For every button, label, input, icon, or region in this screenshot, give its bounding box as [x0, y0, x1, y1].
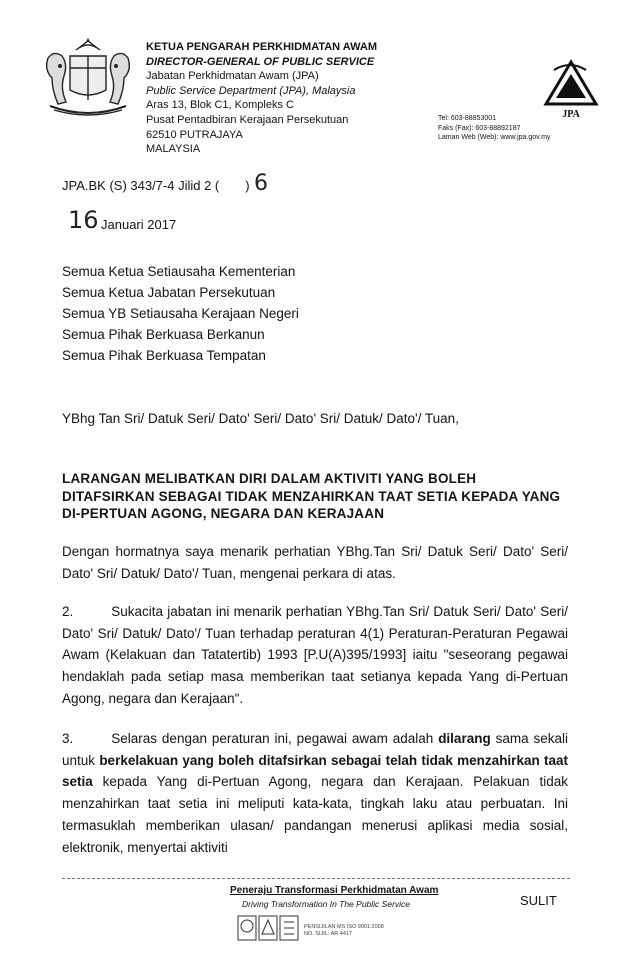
jpa-logo-text: JPA — [562, 109, 580, 120]
certification-line-2: NO. SIJIL: AR 4417 — [304, 931, 352, 937]
paragraph-2 — [62, 601, 568, 710]
footer-divider — [62, 878, 570, 879]
paragraph-2-number: 2. — [62, 604, 74, 619]
header-title-english: DIRECTOR-GENERAL OF PUBLIC SERVICE — [146, 55, 375, 68]
reference-prefix: JPA.BK (S) 343/7-4 Jilid 2 ( — [62, 178, 220, 193]
certification-text — [304, 924, 384, 938]
recipient-item: Semua Pihak Berkuasa Tempatan — [62, 348, 266, 363]
footer-tagline: Peneraju Transformasi Perkhidmatan Awam — [230, 885, 439, 896]
header-address-4: MALAYSIA — [146, 143, 201, 156]
header-address-3: 62510 PUTRAJAYA — [146, 128, 243, 141]
recipient-item: Semua Ketua Jabatan Persekutuan — [62, 285, 276, 300]
header-address-2: Pusat Pentadbiran Kerajaan Persekutuan — [146, 113, 349, 126]
paragraph-3 — [62, 728, 568, 858]
header-address-1: Aras 13, Blok C1, Kompleks C — [146, 99, 294, 112]
recipient-item: Semua Ketua Setiausaha Kementerian — [62, 264, 296, 279]
paragraph-3-bold-1: dilarang — [438, 731, 491, 746]
classification-label: SULIT — [520, 893, 557, 908]
reference-handwritten-number: 6 — [254, 171, 268, 196]
paragraph-3-text-1: Selaras dengan peraturan ini, pegawai awam adalah — [111, 731, 439, 746]
reference-suffix: ) — [245, 178, 250, 193]
certification-line-1: PENSIJILAN MS ISO 9001:2008 — [304, 924, 384, 930]
jpa-logo-icon — [540, 58, 602, 120]
letterhead — [146, 40, 377, 157]
letter-subject: LARANGAN MELIBATKAN DIRI DALAM AKTIVITI YANG BOLEH DITAFSIRKAN SEBAGAI TIDAK MENZAHIRKAN TAAT SETIA KEPADA YANG DI-PERTUAN AGONG, NEGARA DAN KERAJAAN — [62, 471, 561, 521]
contact-block — [438, 114, 550, 143]
paragraph-3-text-2: sama sekali untuk — [62, 731, 569, 768]
recipient-item: Semua YB Setiausaha Kerajaan Negeri — [62, 306, 299, 321]
reference-number — [62, 178, 250, 193]
salutation: YBhg Tan Sri/ Datuk Seri/ Dato' Seri/ Dato' Sri/ Datuk/ Dato'/ Tuan, — [62, 411, 459, 426]
date-handwritten-day: 16 — [68, 206, 99, 234]
header-title-malay: KETUA PENGARAH PERKHIDMATAN AWAM — [146, 41, 377, 53]
certification-logos-icon — [236, 912, 300, 946]
paragraph-3-number: 3. — [62, 731, 74, 746]
paragraph-2-text: Sukacita jabatan ini menarik perhatian YBhg.Tan Sri/ Datuk Seri/ Dato' Seri/ Dato' Sri/ Datuk/ Dato'/ Tuan terhadap peraturan 4(1) Peraturan-Peraturan Pegawai Awam (Kelakuan dan Tatatertib) 1993 [P.U(A)395/1993] iaitu "seseorang pegawai hendaklah pada setiap masa memberikan taat setianya kepada Yang di-Pertuan Agong, negara dan Kerajaan". — [62, 604, 568, 706]
recipient-list — [62, 261, 299, 366]
header-dept-malay: Jabatan Perkhidmatan Awam (JPA) — [146, 70, 319, 83]
date-month-year: Januari 2017 — [101, 217, 177, 232]
paragraph-3-bold-2: berkelakuan yang boleh ditafsirkan sebagai telah tidak menzahirkan taat setia — [62, 752, 568, 790]
paragraph-3-text-3: kepada Yang di-Pertuan Agong, negara dan Kerajaan. Pelakuan tidak menzahirkan taat setia ini meliputi kata-kata, tingkah laku atau perbuatan. Ini termasuklah memberikan ulasan/ pandangan menerusi aplikasi media sosial, elektronik, menyertai aktiviti — [62, 774, 568, 855]
contact-web: Laman Web (Web): www.jpa.gov.my — [438, 134, 551, 141]
malaysia-coat-of-arms-icon — [40, 38, 136, 120]
paragraph-1: Dengan hormatnya saya menarik perhatian YBhg.Tan Sri/ Datuk Seri/ Dato' Seri/ Dato' Sri/ Datuk/ Dato'/ Tuan, mengenai perkara di atas. — [62, 544, 568, 581]
contact-fax: Faks (Fax): 603-88892187 — [438, 124, 521, 132]
recipient-item: Semua Pihak Berkuasa Berkanun — [62, 327, 265, 342]
header-dept-english: Public Service Department (JPA), Malaysia — [146, 84, 356, 97]
contact-tel: Tel: 603-88853001 — [438, 115, 496, 122]
footer-tagline-english: Driving Transformation In The Public Service — [242, 899, 411, 909]
